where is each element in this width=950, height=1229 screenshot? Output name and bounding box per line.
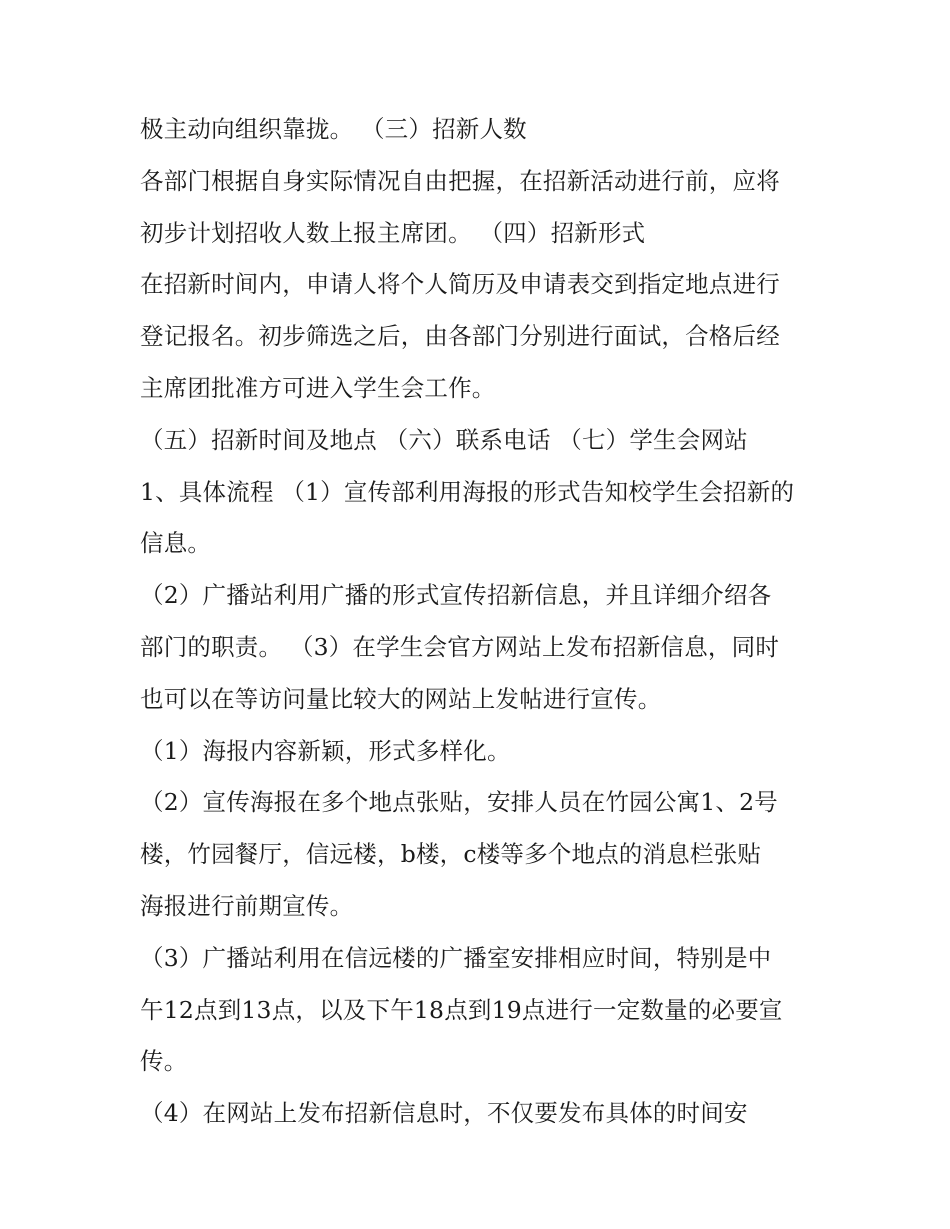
text-line: 各部门根据自身实际情况自由把握，在招新活动进行前，应将 xyxy=(140,166,780,195)
text-line: 主席团批准方可进入学生会工作。 xyxy=(140,373,496,402)
text-line: 1、具体流程 （1）宣传部利用海报的形式告知校学生会招新的 xyxy=(140,477,795,506)
text-line: （五）招新时间及地点 （六）联系电话 （七）学生会网站 xyxy=(140,425,748,454)
text-line: （1）海报内容新颖，形式多样化。 xyxy=(140,736,511,765)
text-line: 部门的职责。 （3）在学生会官方网站上发布招新信息，同时 xyxy=(140,632,780,661)
text-line: 传。 xyxy=(140,1047,188,1076)
text-line: （2）广播站利用广播的形式宣传招新信息，并且详细介绍各 xyxy=(140,581,772,610)
text-line: 初步计划招收人数上报主席团。 （四）招新形式 xyxy=(140,218,646,247)
text-line: 在招新时间内，申请人将个人简历及申请表交到指定地点进行 xyxy=(140,270,780,299)
text-line: （4）在网站上发布招新信息时，不仅要发布具体的时间安 xyxy=(140,1099,748,1128)
text-line: （3）广播站利用在信远楼的广播室安排相应时间，特别是中 xyxy=(140,943,772,972)
text-line: （2）宣传海报在多个地点张贴，安排人员在竹园公寓1、2号 xyxy=(140,788,778,817)
text-line: 海报进行前期宣传。 xyxy=(140,891,354,920)
document-body xyxy=(140,108,820,1144)
text-line: 楼，竹园餐厅，信远楼，b楼，c楼等多个地点的消息栏张贴 xyxy=(140,840,762,869)
text-line: 午12点到13点，以及下午18点到19点进行一定数量的必要宣 xyxy=(140,995,783,1024)
text-line: 登记报名。初步筛选之后，由各部门分别进行面试，合格后经 xyxy=(140,322,780,351)
text-line: 也可以在等访问量比较大的网站上发帖进行宣传。 xyxy=(140,684,662,713)
text-line: 信息。 xyxy=(140,529,212,558)
text-line: 极主动向组织靠拢。 （三）招新人数 xyxy=(140,115,527,143)
